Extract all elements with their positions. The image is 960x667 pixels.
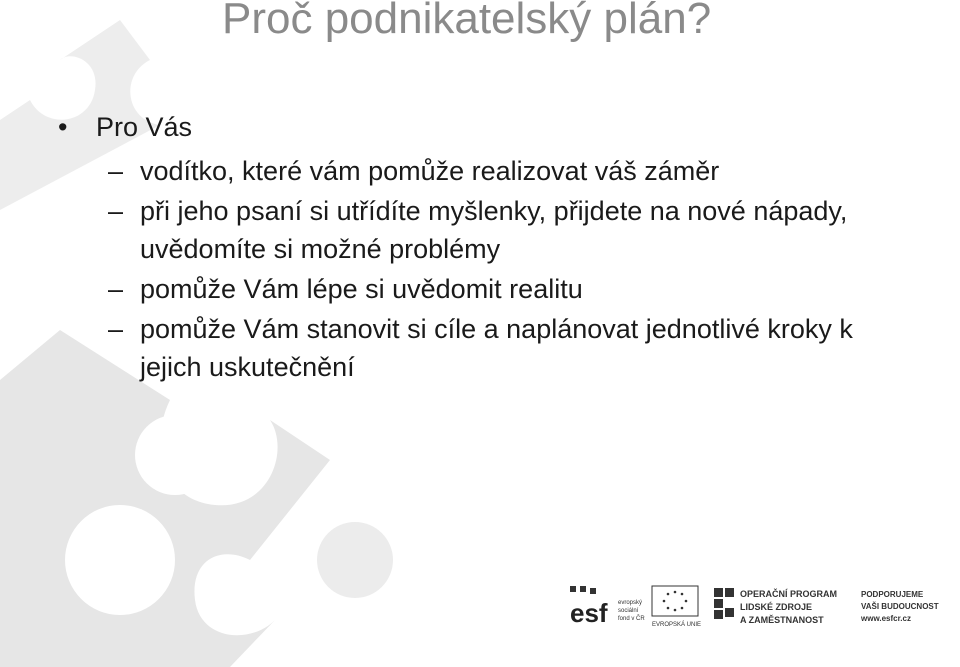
sub-item (58, 192, 938, 268)
dash-symbol: – (108, 274, 124, 304)
sub-list (58, 152, 938, 386)
sub-item-text: pomůže Vám lépe si uvědomit realitu (140, 274, 583, 304)
sub-item-text: vodítko, které vám pomůže realizovat váš záměr (140, 156, 720, 186)
dash-symbol: – (108, 314, 124, 344)
op-line1: OPERAČNÍ PROGRAM (740, 589, 838, 599)
bullet-symbol: • (58, 112, 68, 142)
support-block (860, 590, 939, 623)
sub-item-text: pomůže Vám stanovit si cíle a naplánovat jednotlivé kroky k jejich uskutečnění (140, 314, 853, 382)
puzzle-mark-icon (714, 588, 734, 619)
op-line2: LIDSKÉ ZDROJE (740, 602, 813, 612)
footer-logos (568, 584, 958, 630)
esf-line1: evropský (618, 600, 643, 606)
slide-content (58, 110, 938, 386)
sub-item (58, 270, 938, 308)
esf-line3: fond v ČR (618, 616, 645, 622)
support-line2: VAŠI BUDOUCNOST (861, 602, 939, 611)
op-logo (714, 588, 837, 625)
sub-item (58, 152, 938, 190)
dash-symbol: – (108, 156, 124, 186)
bullet-text: Pro Vás (96, 112, 193, 142)
sub-item-text: při jeho psaní si utřídíte myšlenky, přijdete na nové nápady, uvědomíte si možné problémy (140, 196, 848, 264)
esf-line2: sociální (618, 608, 639, 614)
eu-stars-icon (663, 591, 688, 612)
support-line1: PODPORUJEME (861, 590, 924, 599)
support-line3: www.esfcr.cz (861, 614, 911, 623)
sub-item (58, 310, 938, 386)
eu-logo (652, 586, 701, 628)
esf-logo (570, 586, 645, 628)
dash-symbol: – (108, 196, 124, 226)
esf-mark: esf (570, 598, 608, 628)
slide-title: Proč podnikatelský plán? (222, 0, 712, 43)
eu-label: EVROPSKÁ UNIE (652, 622, 702, 628)
bullet-item (58, 110, 938, 150)
op-line3: A ZAMĚSTNANOST (740, 615, 824, 625)
